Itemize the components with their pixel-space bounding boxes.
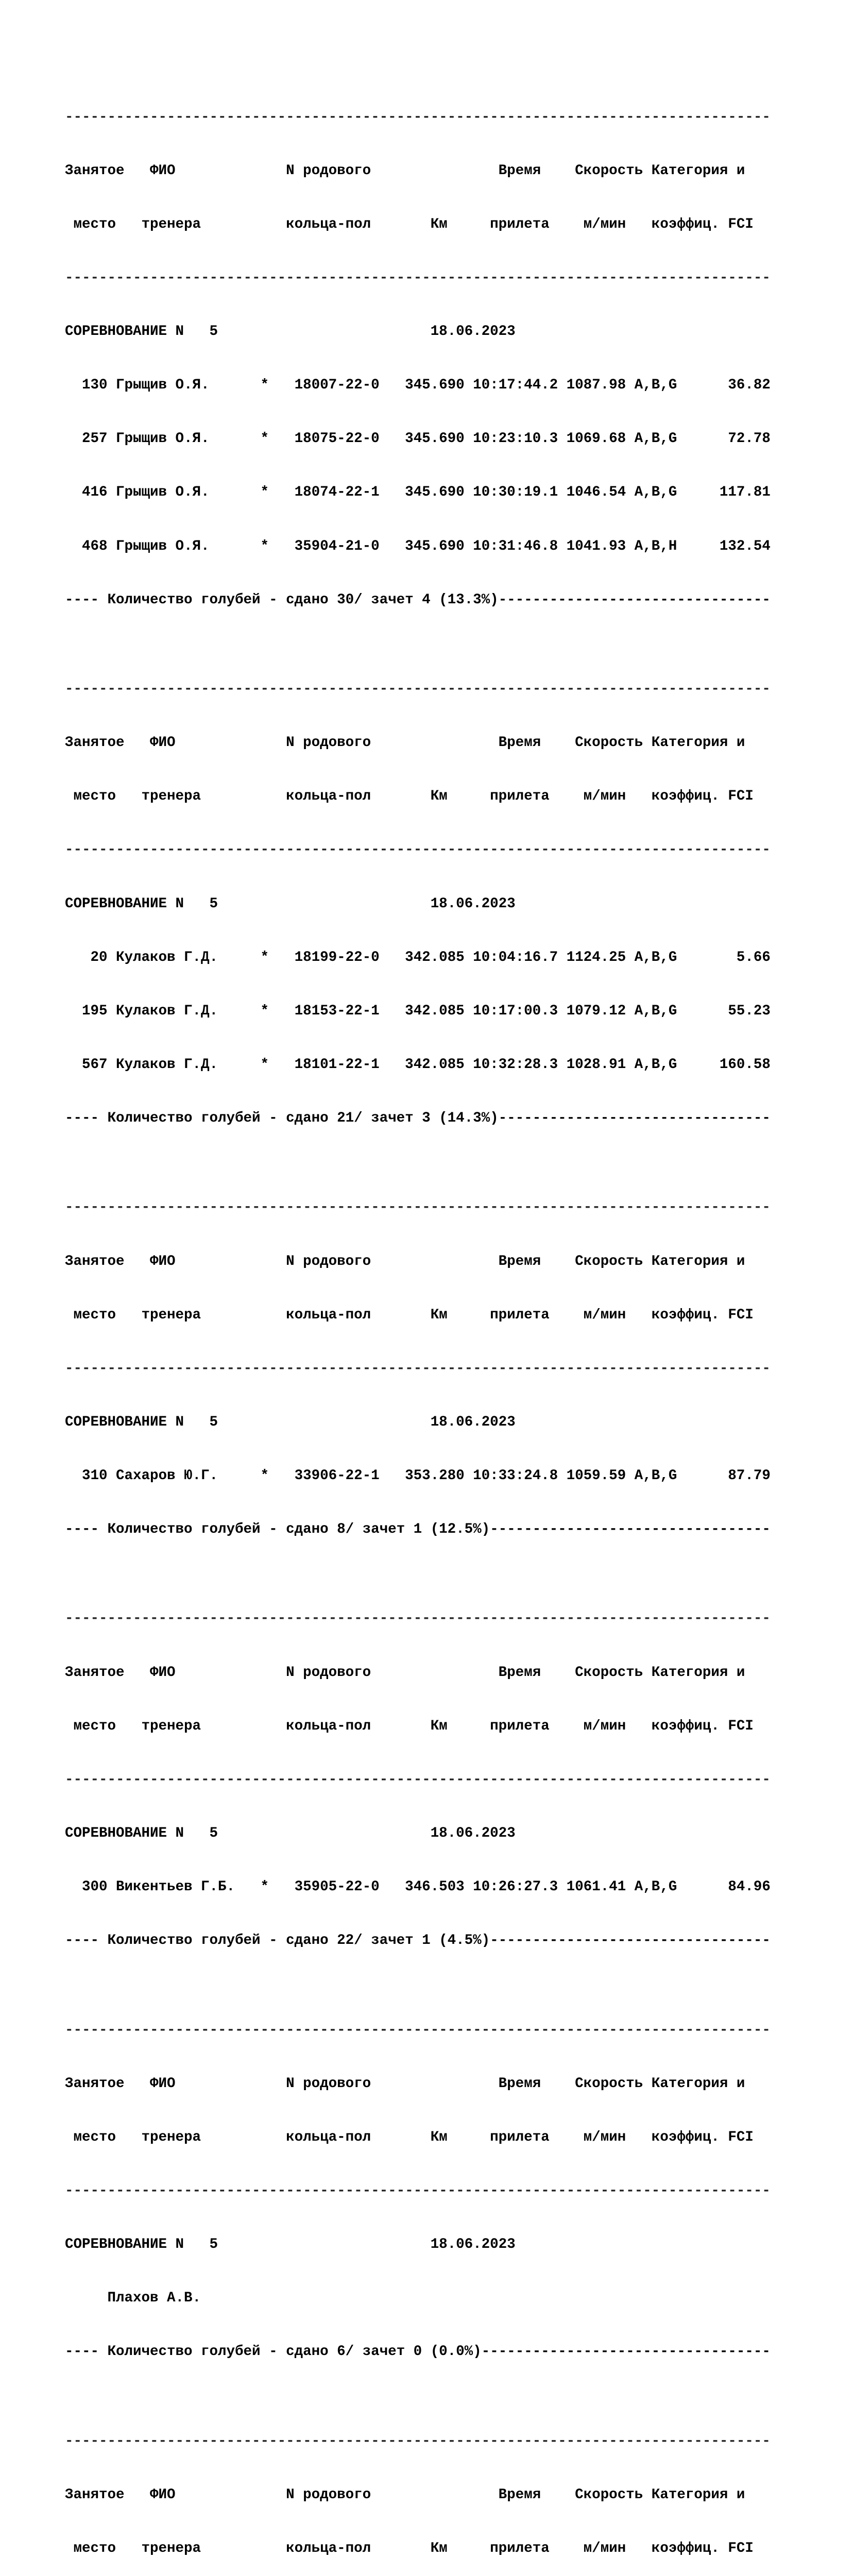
column-header-line-1: Занятое ФИО N родового Время Скорость Категория и bbox=[65, 1253, 745, 1269]
rule-line: ----------------------------------------------------------------------------------- bbox=[65, 1611, 771, 1627]
column-header-line-2: место тренера кольца-пол Км прилета м/мин коэффиц. FCI bbox=[65, 216, 754, 232]
rule-line: ----------------------------------------------------------------------------------- bbox=[65, 1199, 771, 1216]
result-row: 20 Кулаков Г.Д. * 18199-22-0 342.085 10:04:16.7 1124.25 A,B,G 5.66 bbox=[65, 949, 771, 965]
results-report bbox=[65, 37, 771, 2576]
rule-line: ----------------------------------------------------------------------------------- bbox=[65, 270, 771, 286]
rule-line: ----------------------------------------------------------------------------------- bbox=[65, 2433, 771, 2449]
result-row: Плахов А.В. bbox=[65, 2290, 201, 2306]
section-summary: ---- Количество голубей - сдано 8/ зачет 1 (12.5%)--------------------------------- bbox=[65, 1521, 771, 1537]
column-header-line-2: место тренера кольца-пол Км прилета м/мин коэффиц. FCI bbox=[65, 788, 754, 805]
column-header-line-1: Занятое ФИО N родового Время Скорость Категория и bbox=[65, 2075, 745, 2092]
section-summary: ---- Количество голубей - сдано 21/ зачет 3 (14.3%)-------------------------------- bbox=[65, 1110, 771, 1126]
competition-title: СОРЕВНОВАНИЕ N 5 18.06.2023 bbox=[65, 1414, 516, 1430]
result-row: 300 Викентьев Г.Б. * 35905-22-0 346.503 10:26:27.3 1061.41 A,B,G 84.96 bbox=[65, 1878, 771, 1895]
rule-line: ----------------------------------------------------------------------------------- bbox=[65, 842, 771, 858]
result-row: 468 Грыщив О.Я. * 35904-21-0 345.690 10:31:46.8 1041.93 A,B,H 132.54 bbox=[65, 538, 771, 554]
result-row: 130 Грыщив О.Я. * 18007-22-0 345.690 10:17:44.2 1087.98 A,B,G 36.82 bbox=[65, 377, 771, 394]
result-row: 257 Грыщив О.Я. * 18075-22-0 345.690 10:23:10.3 1069.68 A,B,G 72.78 bbox=[65, 431, 771, 447]
column-header-line-1: Занятое ФИО N родового Время Скорость Категория и bbox=[65, 1664, 745, 1681]
rule-line: ----------------------------------------------------------------------------------- bbox=[65, 2022, 771, 2038]
competition-title: СОРЕВНОВАНИЕ N 5 18.06.2023 bbox=[65, 2236, 516, 2252]
column-header-line-2: место тренера кольца-пол Км прилета м/мин коэффиц. FCI bbox=[65, 2540, 754, 2556]
result-row: 567 Кулаков Г.Д. * 18101-22-1 342.085 10:32:28.3 1028.91 A,B,G 160.58 bbox=[65, 1056, 771, 1073]
competition-title: СОРЕВНОВАНИЕ N 5 18.06.2023 bbox=[65, 324, 516, 340]
column-header-line-1: Занятое ФИО N родового Время Скорость Категория и bbox=[65, 162, 745, 179]
rule-line: ----------------------------------------------------------------------------------- bbox=[65, 2182, 771, 2199]
result-row: 416 Грыщив О.Я. * 18074-22-1 345.690 10:30:19.1 1046.54 A,B,G 117.81 bbox=[65, 484, 771, 501]
rule-line: ----------------------------------------------------------------------------------- bbox=[65, 109, 771, 125]
column-header-line-1: Занятое ФИО N родового Время Скорость Категория и bbox=[65, 2486, 745, 2503]
column-header-line-2: место тренера кольца-пол Км прилета м/мин коэффиц. FCI bbox=[65, 1718, 754, 1734]
competition-title: СОРЕВНОВАНИЕ N 5 18.06.2023 bbox=[65, 895, 516, 912]
rule-line: ----------------------------------------------------------------------------------- bbox=[65, 681, 771, 698]
competition-title: СОРЕВНОВАНИЕ N 5 18.06.2023 bbox=[65, 1825, 516, 1841]
rule-line: ----------------------------------------------------------------------------------- bbox=[65, 1360, 771, 1377]
result-row: 195 Кулаков Г.Д. * 18153-22-1 342.085 10:17:00.3 1079.12 A,B,G 55.23 bbox=[65, 1003, 771, 1019]
column-header-line-1: Занятое ФИО N родового Время Скорость Категория и bbox=[65, 735, 745, 751]
result-row: 310 Сахаров Ю.Г. * 33906-22-1 353.280 10:33:24.8 1059.59 A,B,G 87.79 bbox=[65, 1467, 771, 1484]
section-summary: ---- Количество голубей - сдано 30/ зачет 4 (13.3%)-------------------------------- bbox=[65, 591, 771, 608]
column-header-line-2: место тренера кольца-пол Км прилета м/мин коэффиц. FCI bbox=[65, 2129, 754, 2145]
column-header-line-2: место тренера кольца-пол Км прилета м/мин коэффиц. FCI bbox=[65, 1307, 754, 1323]
section-summary: ---- Количество голубей - сдано 6/ зачет 0 (0.0%)---------------------------------- bbox=[65, 2344, 771, 2360]
section-summary: ---- Количество голубей - сдано 22/ зачет 1 (4.5%)--------------------------------- bbox=[65, 1933, 771, 1949]
rule-line: ----------------------------------------------------------------------------------- bbox=[65, 1771, 771, 1788]
